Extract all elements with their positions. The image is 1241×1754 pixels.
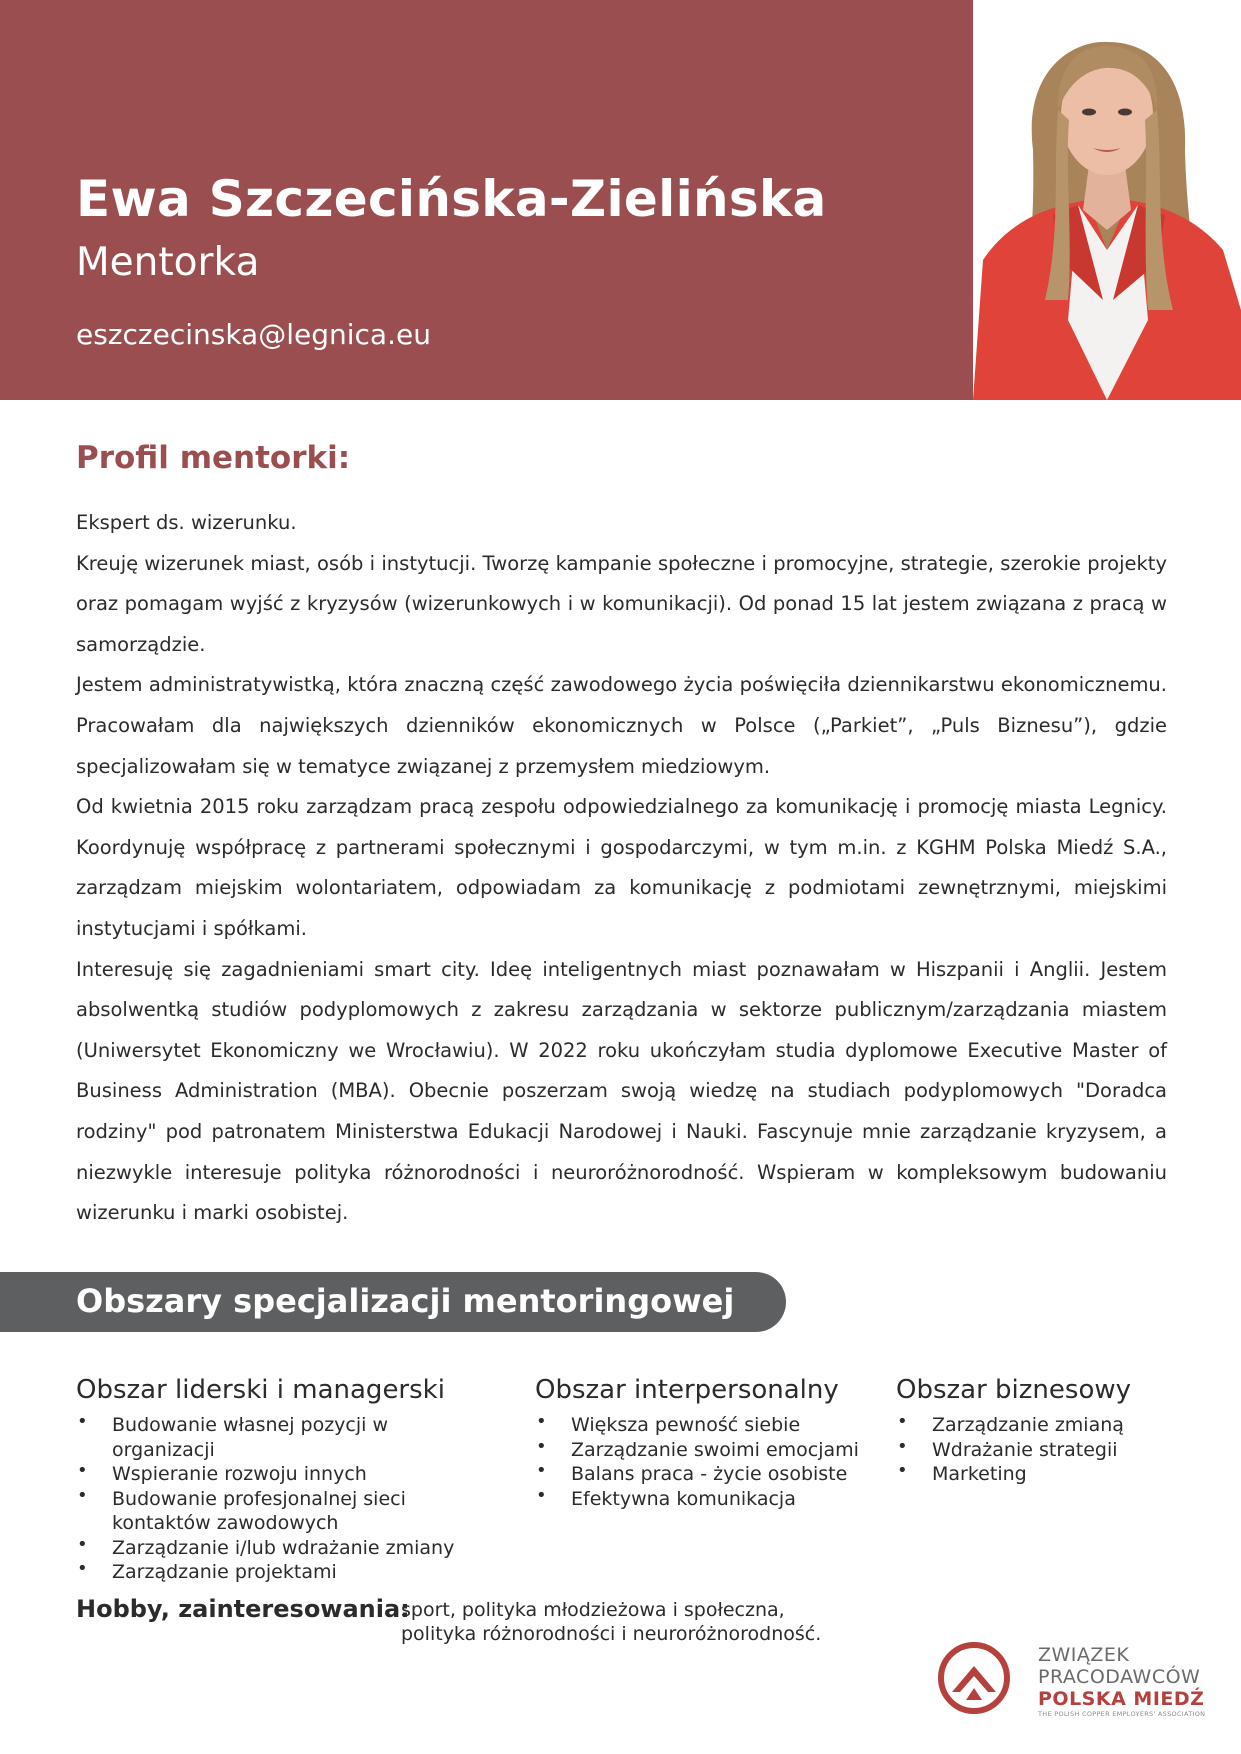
specializations-heading: Obszary specjalizacji mentoringowej bbox=[76, 1282, 735, 1320]
area-list bbox=[76, 1413, 476, 1585]
profile-paragraph: Kreuję wizerunek miast, osób i instytucji. Tworzę kampanie społeczne i promocyjne, strategie, szerokie projekty oraz pomagam wyjść z kryzysów (wizerunkowych i w komunikacji). Od ponad 15 lat jestem związana z pracą w samorządzie. bbox=[76, 551, 1167, 656]
mentor-email[interactable]: eszczecinska@legnica.eu bbox=[76, 318, 431, 351]
area-title: Obszar liderski i managerski bbox=[76, 1375, 445, 1405]
area-list bbox=[535, 1413, 875, 1511]
list-item: • Budowanie własnej pozycji w organizacji bbox=[76, 1413, 476, 1462]
specializations-band bbox=[0, 1272, 786, 1332]
list-item: • Większa pewność siebie bbox=[535, 1413, 875, 1438]
list-item: • Wdrażanie strategii bbox=[896, 1438, 1196, 1463]
profile-paragraph: Interesuję się zagadnieniami smart city. Ideę inteligentnych miast poznawałam w Hiszpanii i Anglii. Jestem absolwentką studiów podyplomowych z zakresu zarządzania w sektorze publicznym/zarządzania miastem (Uniwersytet Ekonomiczny we Wrocławiu). W 2022 roku ukończyłam studia dyplomowe Executive Master of Business Administration (MBA). Obecnie poszerzam swoją wiedzę na studiach podyplomowych "Doradca rodziny" pod patronatem Ministerstwa Edukacji Narodowej i Nauki. Fascynuje mnie zarządzanie kryzysem, a niezwykle interesuje polityka różnorodności i neuroróżnorodność. Wspieram w kompleksowym budowaniu wizerunku i marki osobistej. bbox=[76, 957, 1167, 1225]
header-banner bbox=[0, 0, 973, 400]
profile-paragraph: Ekspert ds. wizerunku. bbox=[76, 511, 297, 534]
profile-description bbox=[76, 503, 1167, 1234]
list-item: • Zarządzanie i/lub wdrażanie zmiany bbox=[76, 1536, 476, 1561]
list-item: • Efektywna komunikacja bbox=[535, 1487, 875, 1512]
list-item: • Marketing bbox=[896, 1462, 1196, 1487]
list-item: • Budowanie profesjonalnej sieci kontaktów zawodowych bbox=[76, 1487, 476, 1536]
profile-paragraph: Od kwietnia 2015 roku zarządzam pracą zespołu odpowiedzialnego za komunikację i promocję miasta Legnicy. Koordynuję współpracę z partnerami społecznymi i gospodarczymi, w tym m.in. z KGHM Polska Miedź S.A., zarządzam miejskim wolontariatem, odpowiadam za komunikację z podmiotami zewnętrznymi, miejskimi instytucjami i spółkami. bbox=[76, 795, 1167, 940]
logo-text-line: POLSKA MIEDŹ bbox=[1038, 1688, 1205, 1710]
logo-text-line: ZWIĄZEK bbox=[1038, 1644, 1130, 1666]
area-title: Obszar interpersonalny bbox=[535, 1375, 839, 1405]
mentor-name: Ewa Szczecińska-Zielińska bbox=[76, 170, 827, 228]
area-interpersonal bbox=[535, 1375, 875, 1511]
list-item: • Zarządzanie projektami bbox=[76, 1560, 476, 1585]
area-title: Obszar biznesowy bbox=[896, 1375, 1132, 1405]
area-leadership bbox=[76, 1375, 476, 1585]
hobby-line: polityka różnorodności i neuroróżnorodność. bbox=[401, 1623, 822, 1645]
hobby-label: Hobby, zainteresowania: bbox=[76, 1595, 410, 1623]
profile-heading: Profil mentorki: bbox=[76, 440, 351, 476]
mentor-photo bbox=[973, 0, 1241, 400]
area-business bbox=[896, 1375, 1196, 1487]
hobby-line: sport, polityka młodzieżowa i społeczna, bbox=[401, 1599, 785, 1621]
association-logo bbox=[938, 1640, 1206, 1720]
list-item: • Zarządzanie zmianą bbox=[896, 1413, 1196, 1438]
area-list bbox=[896, 1413, 1196, 1487]
hobby-text bbox=[401, 1598, 861, 1646]
portrait-illustration bbox=[973, 0, 1241, 400]
list-item: • Wspieranie rozwoju innych bbox=[76, 1462, 476, 1487]
profile-paragraph: Jestem administratywistką, która znaczną część zawodowego życia poświęciła dziennikarstwu ekonomicznemu. Pracowałam dla największych dzienników ekonomicznych w Polsce („Parkiet”, „Puls Biznesu”), gdzie specjalizowałam się w tematyce związanej z przemysłem miedziowym. bbox=[76, 673, 1167, 778]
logo-text-line: PRACODAWCÓW bbox=[1038, 1666, 1201, 1688]
logo-tagline: THE POLISH COPPER EMPLOYERS' ASSOCIATION bbox=[1038, 1710, 1206, 1718]
list-item: • Zarządzanie swoimi emocjami bbox=[535, 1438, 875, 1463]
logo-mark-icon bbox=[938, 1642, 1010, 1714]
mentor-role: Mentorka bbox=[76, 240, 260, 285]
list-item: • Balans praca - życie osobiste bbox=[535, 1462, 875, 1487]
